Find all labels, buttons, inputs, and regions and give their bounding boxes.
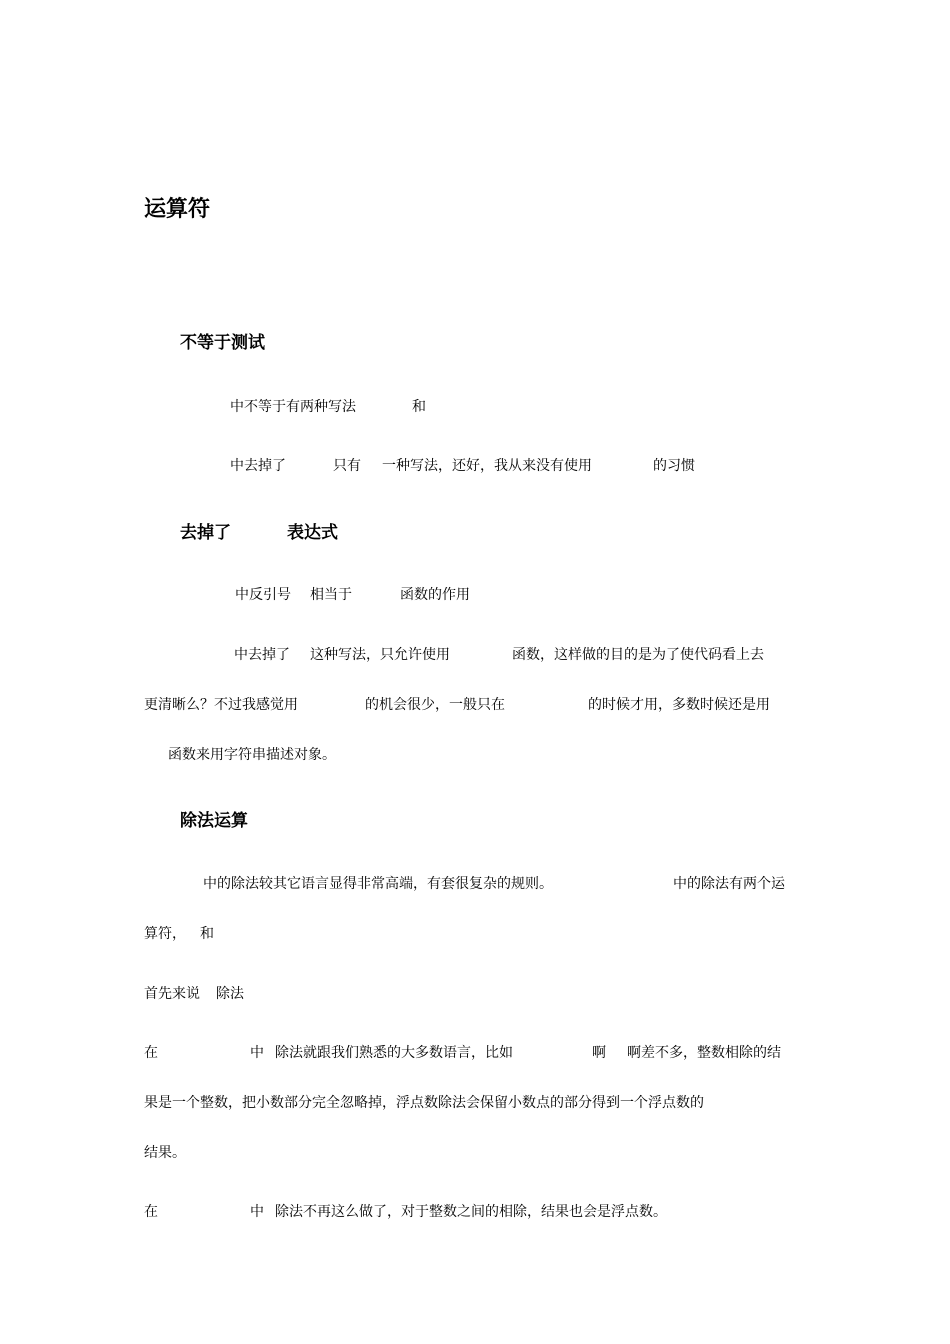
text-fragment: 中反引号 — [235, 587, 291, 603]
text-fragment: 除法就跟我们熟悉的大多数语言，比如 — [275, 1045, 513, 1061]
text-fragment: 果是一个整数，把小数部分完全忽略掉，浮点数除法会保留小数点的部分得到一个浮点数的 — [144, 1095, 704, 1111]
text-fragment: 的机会很少，一般只在 — [365, 697, 505, 713]
text-fragment: 除法 — [216, 986, 244, 1002]
text-fragment: 在 — [144, 1045, 158, 1061]
text-fragment: 一种写法，还好，我从来没有使用 — [382, 458, 592, 474]
text-fragment: 中 — [250, 1045, 264, 1061]
text-fragment: 中的除法有两个运 — [673, 876, 785, 892]
text-fragment: 结果。 — [144, 1145, 186, 1161]
text-fragment: 函数，这样做的目的是为了使代码看上去 — [512, 647, 764, 663]
section-heading-not-equal: 不等于测试 — [180, 333, 265, 353]
text-fragment: 的习惯 — [653, 458, 695, 474]
text-fragment: 中的除法较其它语言显得非常高端，有套很复杂的规则。 — [203, 876, 553, 892]
text-fragment: 和 — [412, 399, 426, 415]
text-fragment: 这种写法，只允许使用 — [310, 647, 450, 663]
section-heading-backtick-part2: 表达式 — [287, 523, 338, 543]
text-fragment: 中去掉了 — [230, 458, 286, 474]
text-fragment: 啊 — [592, 1045, 606, 1061]
page-title: 运算符 — [144, 197, 211, 222]
text-fragment: 首先来说 — [144, 986, 200, 1002]
text-fragment: 中去掉了 — [234, 647, 290, 663]
text-fragment: 在 — [144, 1204, 158, 1220]
text-fragment: 啊差不多，整数相除的结 — [627, 1045, 781, 1061]
text-fragment: 中 — [250, 1204, 264, 1220]
text-fragment: 只有 — [333, 458, 361, 474]
text-fragment: 函数的作用 — [400, 587, 470, 603]
text-fragment: 相当于 — [310, 587, 352, 603]
text-fragment: 除法不再这么做了，对于整数之间的相除，结果也会是浮点数。 — [275, 1204, 667, 1220]
text-fragment: 和 — [200, 926, 214, 942]
text-fragment: 更清晰么？不过我感觉用 — [144, 697, 298, 713]
text-fragment: 的时候才用，多数时候还是用 — [588, 697, 770, 713]
section-heading-division: 除法运算 — [180, 811, 248, 831]
text-fragment: 算符， — [144, 926, 186, 942]
text-fragment: 函数来用字符串描述对象。 — [168, 747, 336, 763]
section-heading-backtick-part1: 去掉了 — [180, 523, 231, 543]
text-fragment: 中不等于有两种写法 — [230, 399, 356, 415]
